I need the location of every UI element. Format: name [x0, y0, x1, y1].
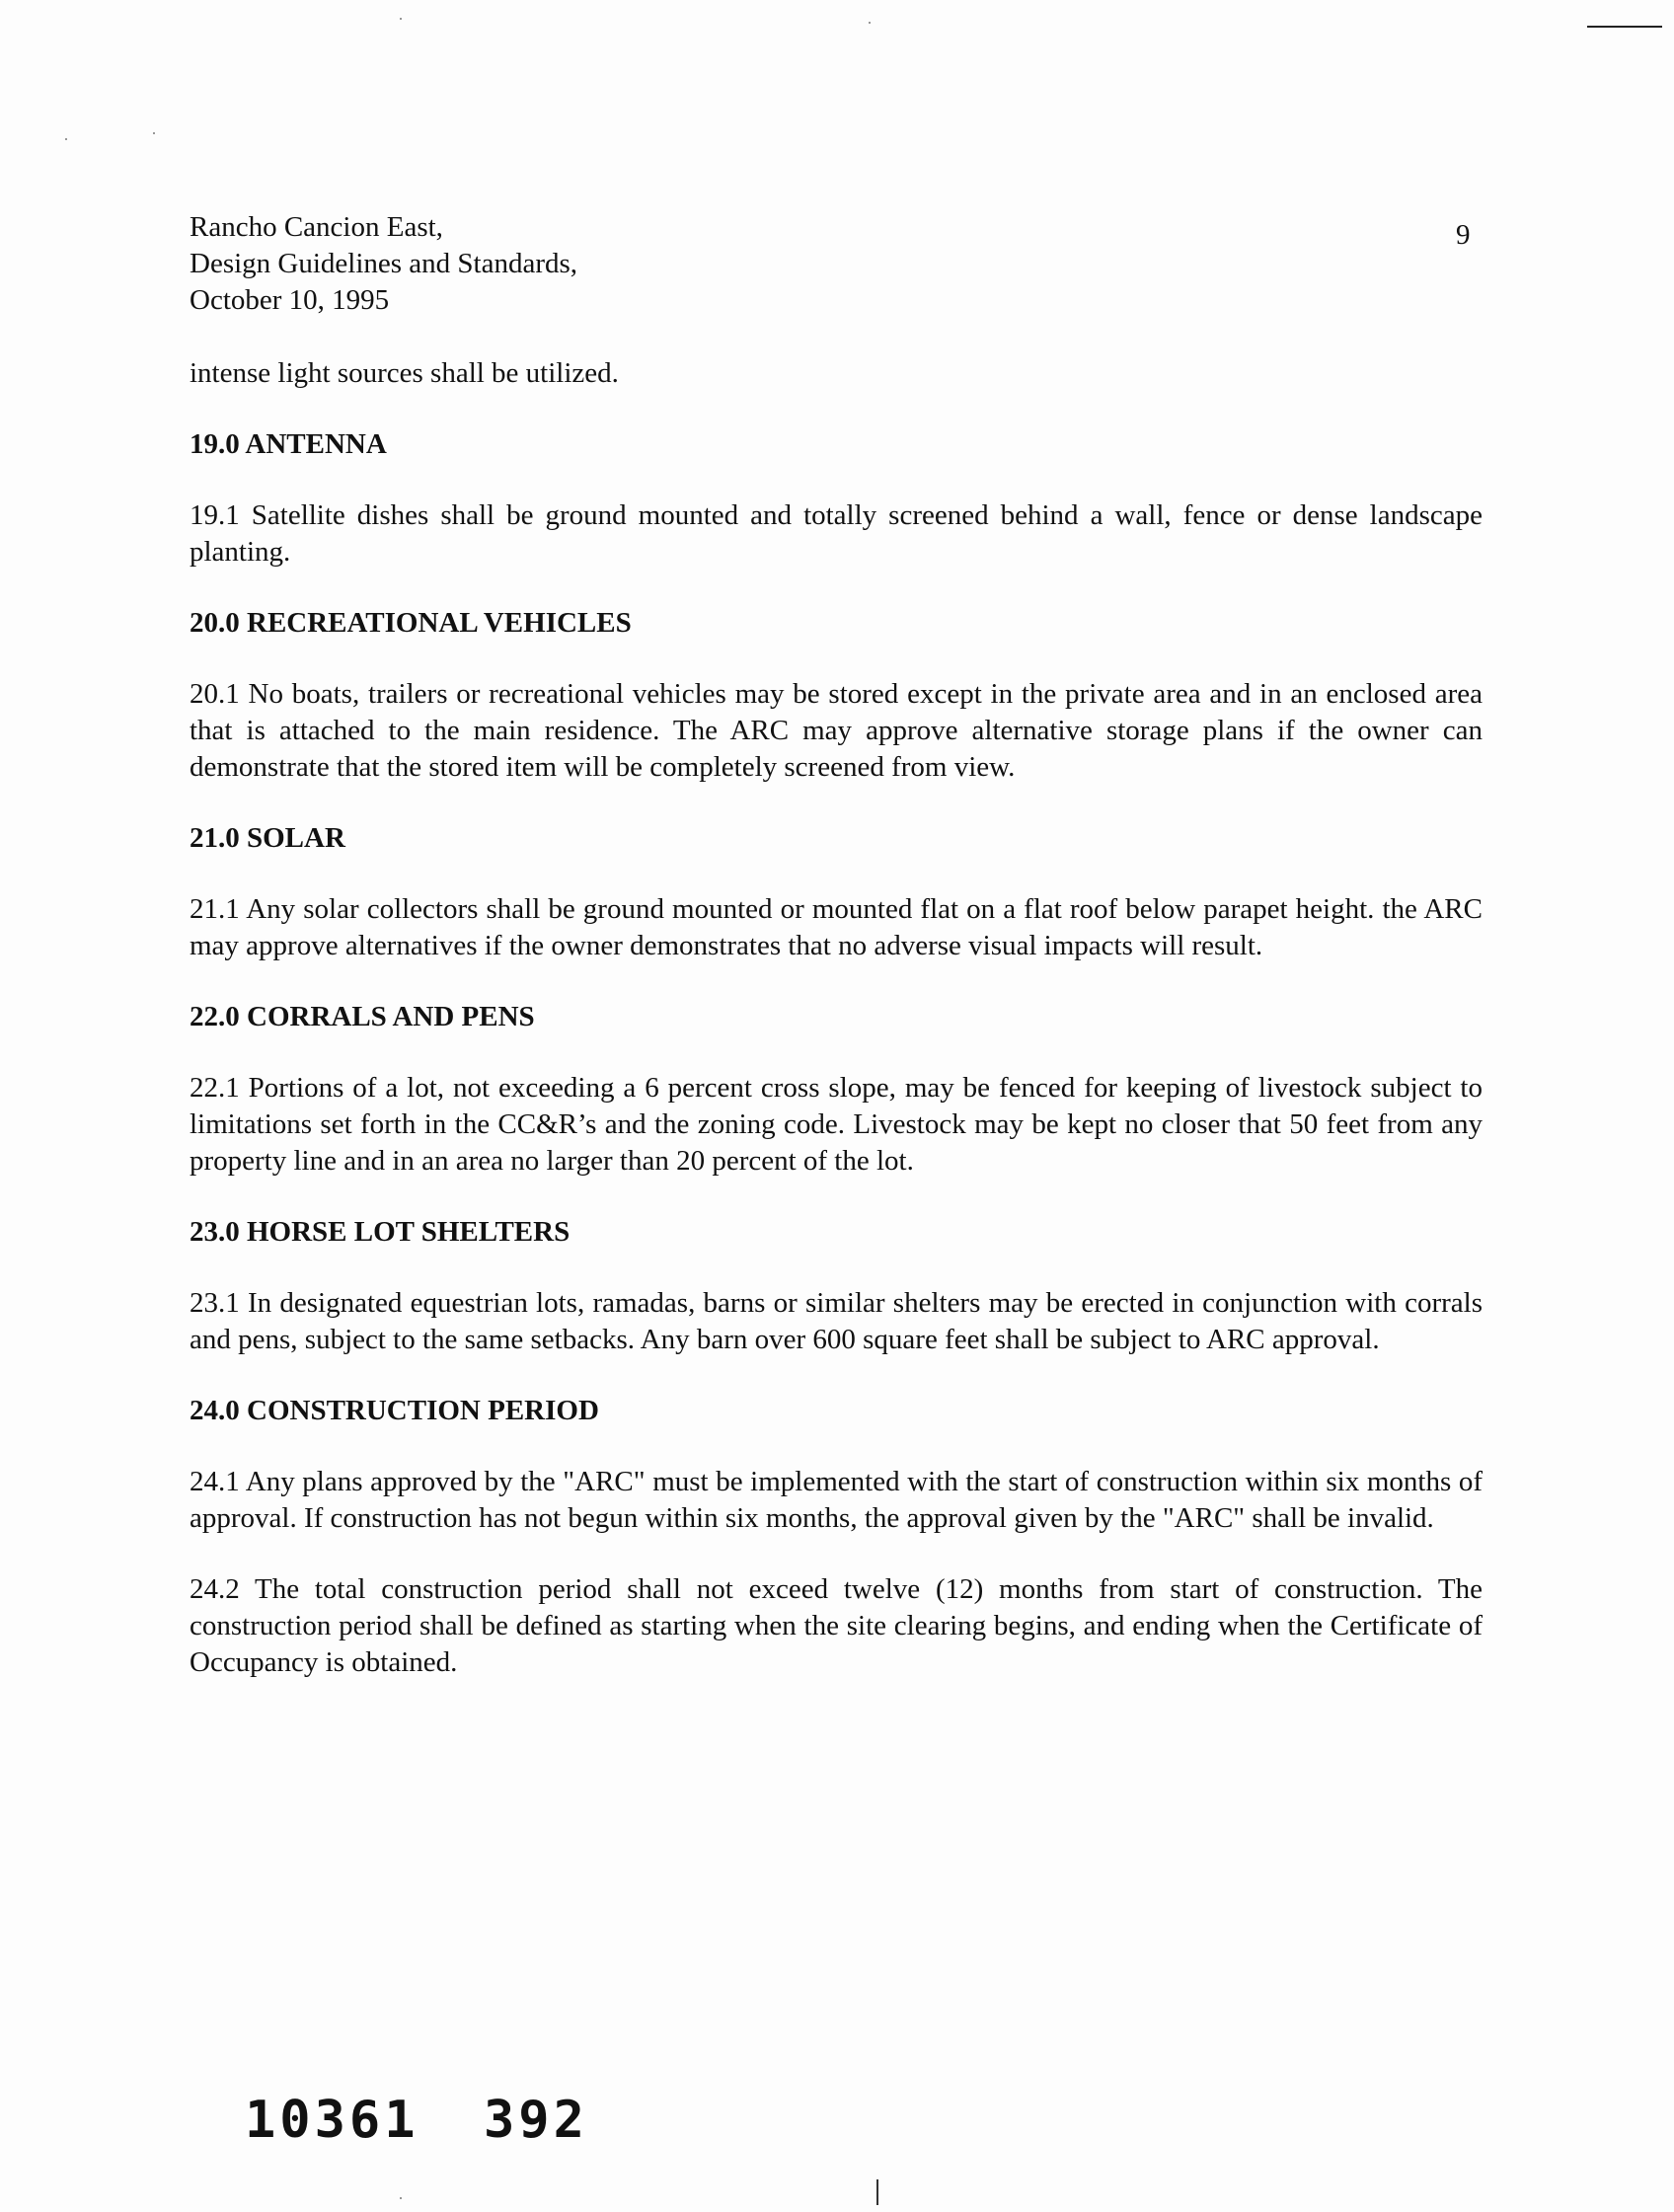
- section-antenna: [190, 426, 1483, 571]
- header-line-date: October 10, 1995: [190, 284, 390, 316]
- section-paragraph: 22.1 Portions of a lot, not exceeding a 6 percent cross slope, may be fenced for keeping of livestock subject to limitations set forth in the CC&R’s and the zoning code. Livestock may be kept no closer that 50 feet from any property line and in an area no larger than 20 percent of the lot.: [190, 1072, 1483, 1177]
- scan-mark-bottom: [876, 2179, 878, 2205]
- section-corrals-and-pens: [190, 999, 1483, 1180]
- section-heading: 20.0 RECREATIONAL VEHICLES: [190, 607, 632, 639]
- section-paragraph: 24.2 The total construction period shall not exceed twelve (12) months from start of construction. The construction period shall be defined as starting when the site clearing begins, and ending when the Certificate of Occupancy is obtained.: [190, 1573, 1483, 1678]
- section-horse-lot-shelters: [190, 1214, 1483, 1358]
- continuation-text: intense light sources shall be utilized.: [190, 357, 619, 389]
- section-heading: 21.0 SOLAR: [190, 822, 345, 854]
- scan-speck: [400, 18, 402, 20]
- section-heading: 22.0 CORRALS AND PENS: [190, 1001, 535, 1032]
- section-recreational-vehicles: [190, 605, 1483, 786]
- header-line-subtitle: Design Guidelines and Standards,: [190, 248, 578, 279]
- scan-speck: [400, 2197, 402, 2199]
- section-construction-period: [190, 1393, 1483, 1681]
- scan-mark-top-right: [1587, 26, 1662, 28]
- scan-speck: [65, 138, 67, 140]
- recording-stamp-page: 392: [484, 2091, 588, 2150]
- section-paragraph: 20.1 No boats, trailers or recreational vehicles may be stored except in the private area and in an enclosed area that is attached to the main residence. The ARC may approve alternative storage plans if the owner can demonstrate that the stored item will be completely screened from view.: [190, 678, 1483, 783]
- section-heading: 24.0 CONSTRUCTION PERIOD: [190, 1395, 599, 1426]
- section-solar: [190, 820, 1483, 964]
- section-heading: 19.0 ANTENNA: [190, 428, 387, 460]
- header-line-title: Rancho Cancion East,: [190, 211, 443, 243]
- recording-stamp-book: 10361: [245, 2091, 419, 2150]
- page-number: 9: [1456, 219, 1471, 251]
- scan-speck: [869, 22, 871, 24]
- document-header: [190, 209, 577, 319]
- section-paragraph: 19.1 Satellite dishes shall be ground mounted and totally screened behind a wall, fence or dense landscape planting.: [190, 499, 1483, 568]
- section-heading: 23.0 HORSE LOT SHELTERS: [190, 1216, 571, 1248]
- section-paragraph: 21.1 Any solar collectors shall be ground mounted or mounted flat on a flat roof below parapet height. the ARC may approve alternatives if the owner demonstrates that no adverse visual impacts will result.: [190, 893, 1483, 961]
- document-body: [190, 355, 1483, 1716]
- scan-speck: [153, 132, 155, 134]
- section-paragraph: 24.1 Any plans approved by the "ARC" must be implemented with the start of construction within six months of approval. If construction has not begun within six months, the approval given by the "ARC" shall be invalid.: [190, 1466, 1483, 1534]
- section-paragraph: 23.1 In designated equestrian lots, ramadas, barns or similar shelters may be erected in conjunction with corrals and pens, subject to the same setbacks. Any barn over 600 square feet shall be subject to ARC approval.: [190, 1287, 1483, 1355]
